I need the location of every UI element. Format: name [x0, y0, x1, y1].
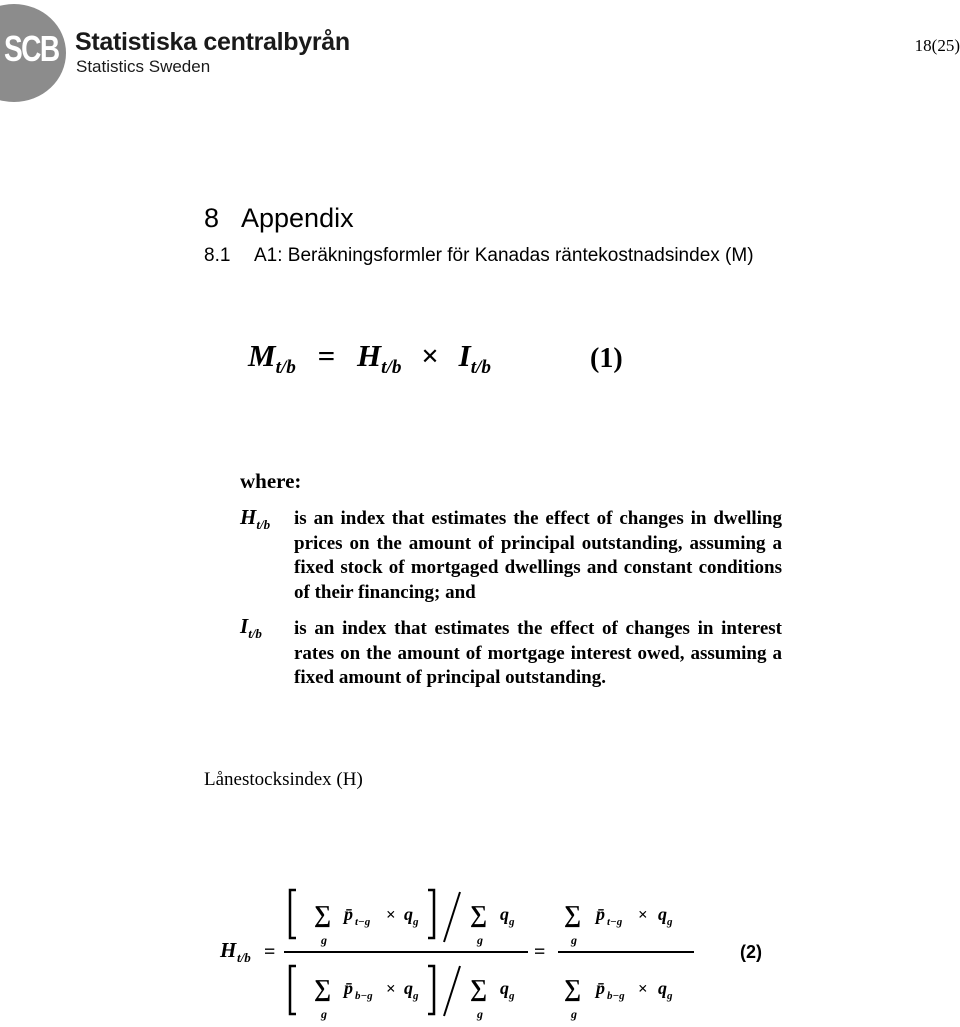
- org-name-english: Statistics Sweden: [76, 57, 211, 76]
- sum-5: ∑: [564, 902, 582, 928]
- q-6: q: [658, 978, 667, 998]
- bracket-right-bottom: [428, 966, 434, 1014]
- sum-6-index: g: [571, 1007, 577, 1021]
- formula-1-times: ×: [421, 338, 439, 373]
- definition-term-i: $I_{t/b}$: [240, 614, 262, 642]
- q-3: q: [404, 978, 413, 998]
- equation-number-2: (2): [740, 942, 762, 962]
- p-bar-t-sub: t−g: [355, 916, 371, 928]
- formula-2-equals-2: =: [534, 941, 546, 963]
- p-bar-b-2-sub: b−g: [607, 990, 625, 1002]
- times-3: ×: [638, 905, 648, 924]
- q-4: q: [500, 978, 509, 998]
- slash-bottom: [444, 966, 460, 1016]
- p-bar-t-2: p̄: [596, 904, 605, 924]
- org-name: Statistiska centralbyrån: [75, 28, 350, 56]
- heading-appendix: [204, 203, 354, 234]
- times-4: ×: [638, 979, 648, 998]
- sum-1-index: g: [321, 933, 327, 947]
- sum-1: ∑: [314, 902, 332, 928]
- q-1: q: [404, 904, 413, 924]
- section-label-h: Lånestocksindex (H): [204, 769, 363, 790]
- q-2: q: [500, 904, 509, 924]
- p-bar-t: p̄: [344, 904, 353, 924]
- subheading-title: A1: Beräkningsformler för Kanadas räntekostnadsindex (M): [254, 245, 754, 266]
- subheading-a1: [204, 245, 754, 267]
- heading-title: Appendix: [241, 203, 354, 233]
- definition-text-i: is an index that estimates the effect of changes in interest rates on the amount of mortgage interest owed, assuming a fixed amount of principal outstanding.: [294, 618, 782, 689]
- sum-3-index: g: [321, 1007, 327, 1021]
- sum-2: ∑: [470, 902, 488, 928]
- q-1-sub: g: [413, 916, 419, 928]
- page-number: 18(25): [914, 36, 960, 55]
- slash-top: [444, 892, 460, 942]
- sum-3: ∑: [314, 976, 332, 1002]
- sum-2-index: g: [477, 933, 483, 947]
- definition-text-h: is an index that estimates the effect of changes in dwelling prices on the amount of principal outstanding, assuming a fixed stock of mortgaged dwellings and constant conditions of their financing; and: [294, 508, 782, 603]
- sum-5-index: g: [571, 933, 577, 947]
- logo-mark: SCB: [4, 28, 59, 69]
- p-bar-b-sub: b−g: [355, 990, 373, 1002]
- subheading-number: 8.1: [204, 245, 231, 266]
- formula-1-term-h: $H_{t/b}$: [357, 338, 402, 379]
- formula-1-equals: =: [317, 338, 336, 373]
- where-label: where:: [240, 469, 302, 493]
- formula-2: [218, 882, 778, 1022]
- formula-2-svg: [218, 882, 778, 1022]
- scb-logo: [0, 2, 400, 102]
- p-bar-b-2: p̄: [596, 978, 605, 998]
- q-5: q: [658, 904, 667, 924]
- times-1: ×: [386, 905, 396, 924]
- sum-4: ∑: [470, 976, 488, 1002]
- formula-1-lhs: $M_{t/b}$: [248, 338, 296, 379]
- formula-1-term-i: $I_{t/b}$: [458, 338, 491, 379]
- formula-2-equals-1: =: [264, 941, 276, 963]
- definition-term-h: $H_{t/b}$: [240, 505, 271, 533]
- q-6-sub: g: [667, 990, 673, 1002]
- q-5-sub: g: [667, 916, 673, 928]
- sum-6: ∑: [564, 976, 582, 1002]
- times-2: ×: [386, 979, 396, 998]
- heading-number: 8: [204, 203, 220, 233]
- q-3-sub: g: [413, 990, 419, 1002]
- formula-2-lhs: H: [220, 938, 237, 962]
- q-2-sub: g: [509, 916, 515, 928]
- formula-1: [248, 338, 491, 379]
- bracket-left-top: [290, 890, 296, 938]
- p-bar-t-2-sub: t−g: [607, 916, 623, 928]
- equation-number-1: (1): [590, 343, 623, 374]
- p-bar-b: p̄: [344, 978, 353, 998]
- bracket-right-top: [428, 890, 434, 938]
- bracket-left-bottom: [290, 966, 296, 1014]
- q-4-sub: g: [509, 990, 515, 1002]
- sum-4-index: g: [477, 1007, 483, 1021]
- formula-2-lhs-sub: t/b: [237, 950, 251, 965]
